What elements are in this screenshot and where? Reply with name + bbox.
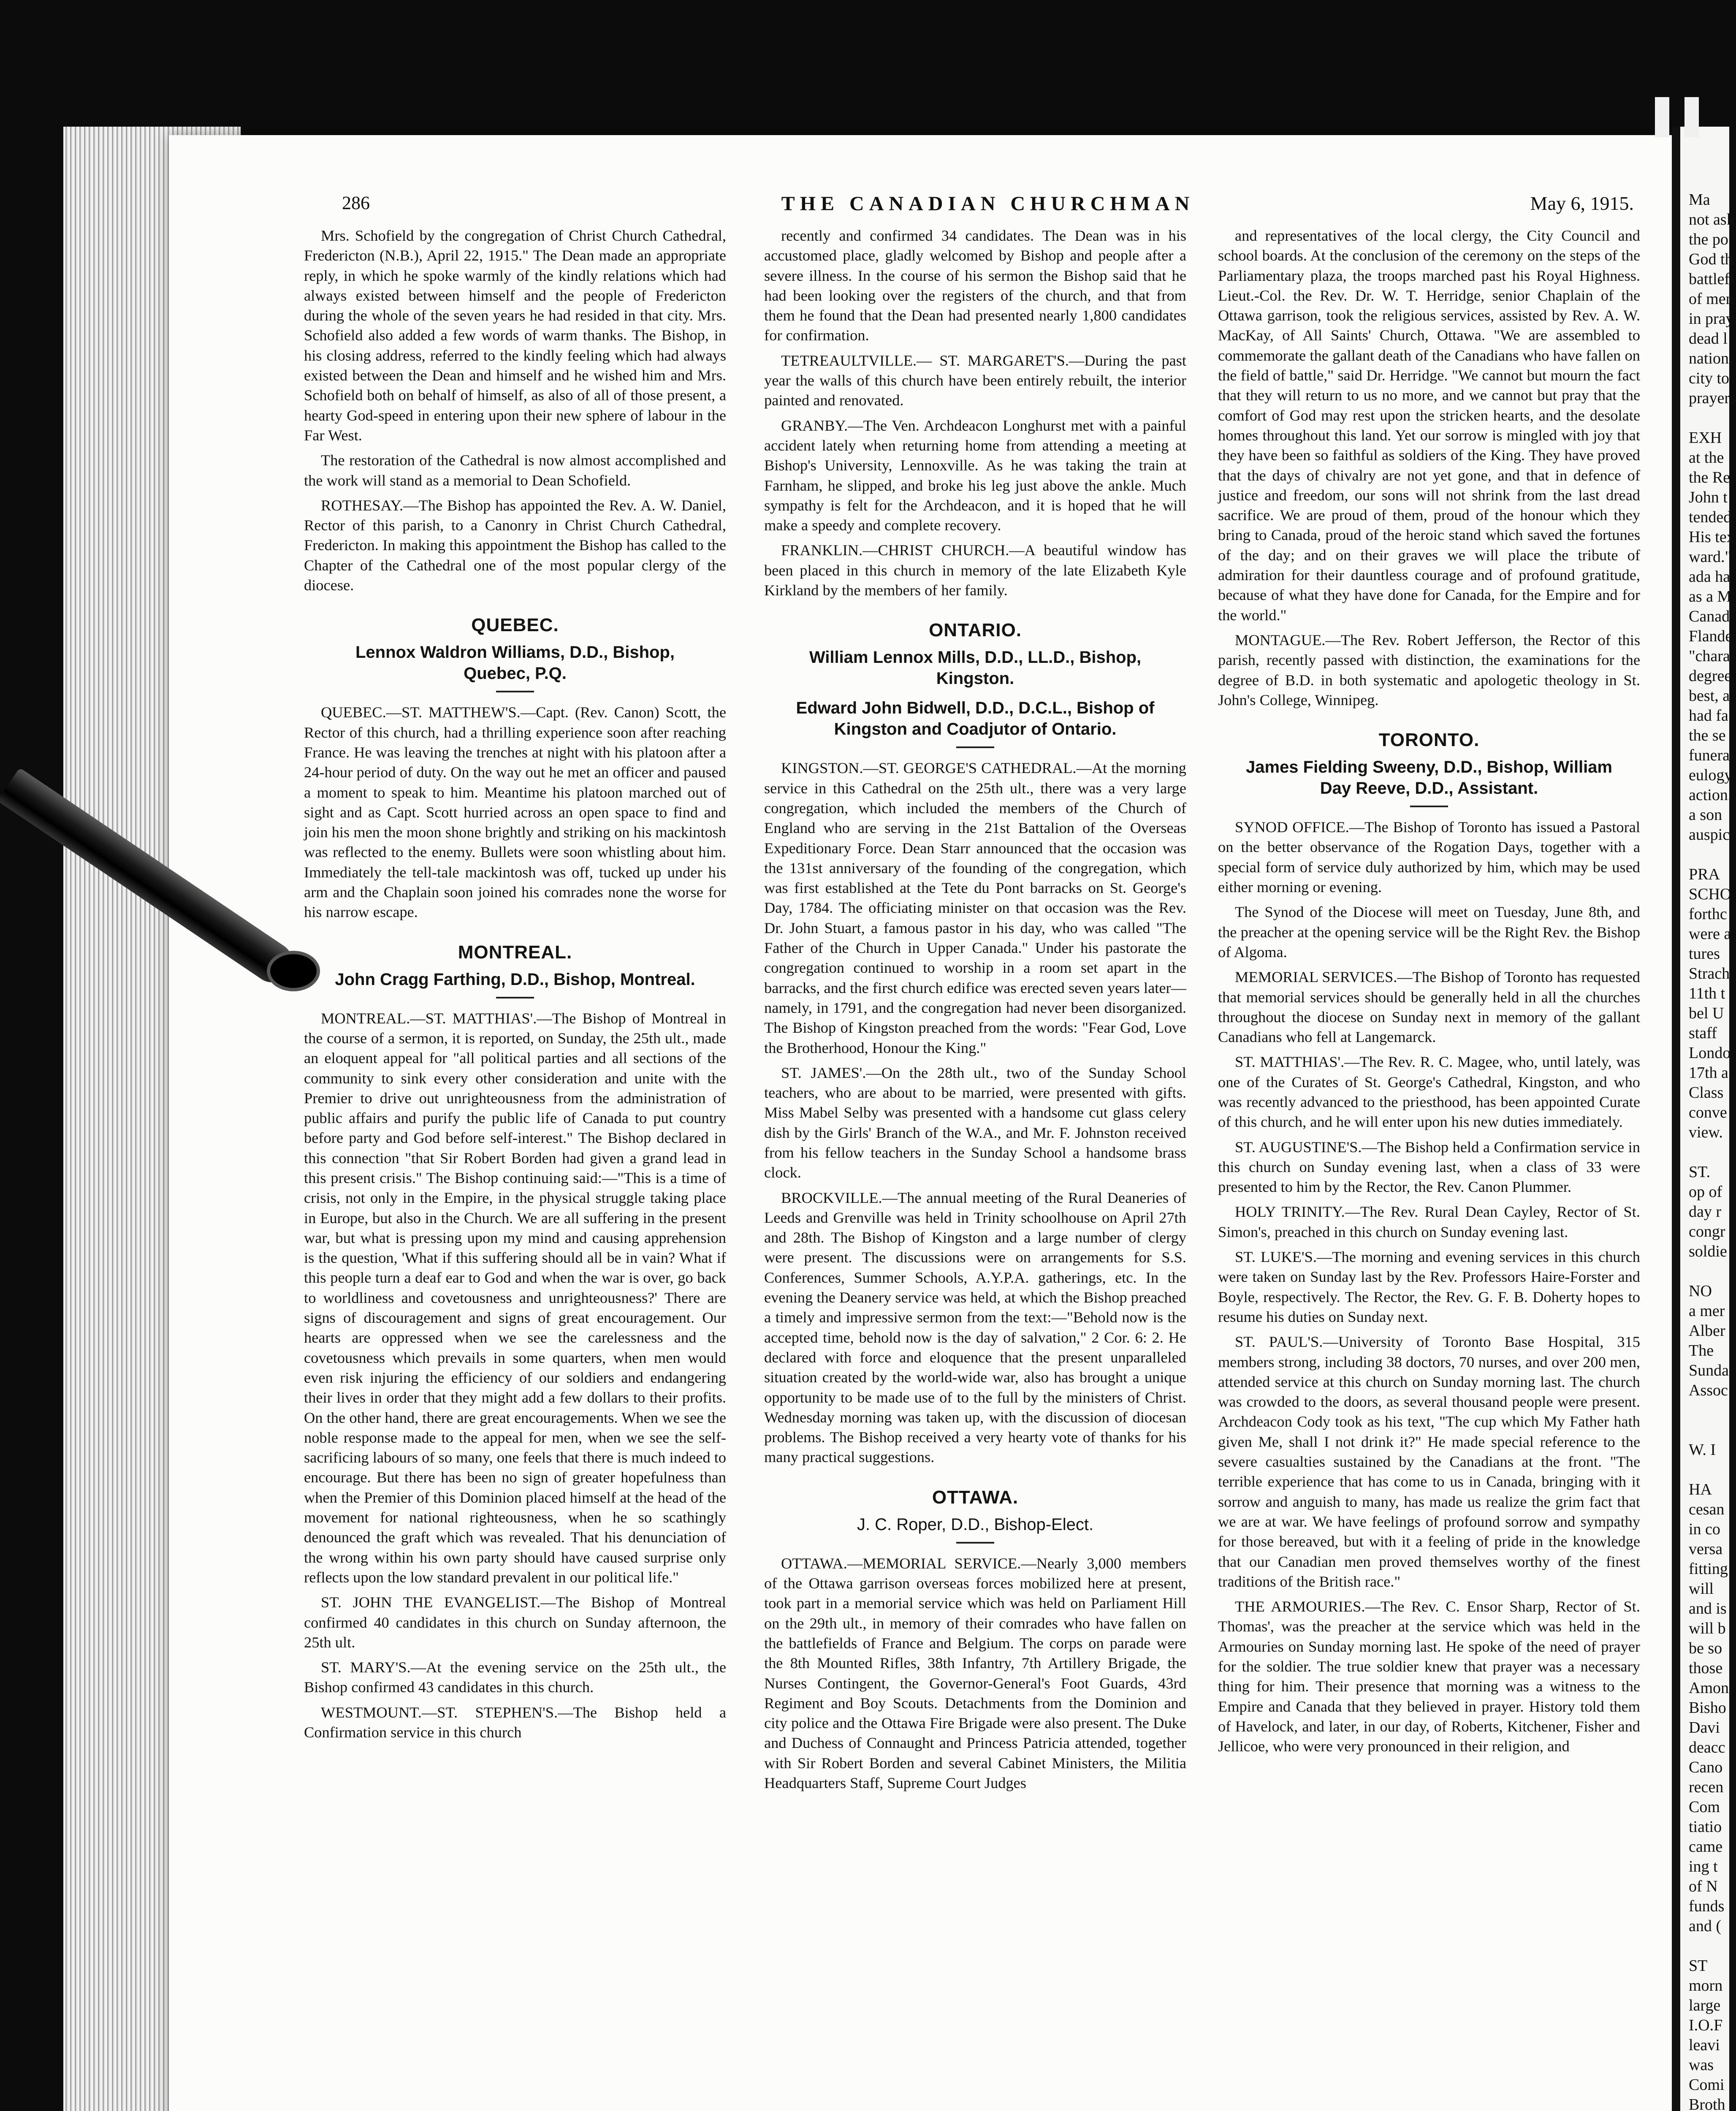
next-page-fragment: HA [1689, 1481, 1712, 1498]
next-page-fragment: in co [1689, 1520, 1720, 1538]
gutter [1672, 127, 1680, 2111]
next-page-fragment: versa [1689, 1540, 1723, 1558]
diocese-heading: QUEBEC. [471, 615, 559, 636]
diocese-heading: TORONTO. [1378, 730, 1480, 751]
column-1 [304, 226, 726, 1747]
next-page-fragment: Cano [1689, 1758, 1723, 1776]
next-page-fragment: Com [1689, 1798, 1720, 1816]
article-paragraph: THE ARMOURIES.—The Rev. C. Ensor Sharp, Rector of St. Thomas', was the preacher at the service which was held in the Armouries on Sunday morning last. He spoke of the need of prayer for the soldier. The true soldier knew that prayer was a necessary thing for him. Their presence that morning was a witness to the Empire and Canada that they believed in prayer. History told them of Havelock, and later, in our day, of Roberts, Kitchener, Fisher and Jellicoe, who were very pronounced in their religion, and [1218, 1598, 1640, 1755]
next-page-fragment: battlefi [1689, 270, 1734, 288]
next-page-fragment: auspic [1689, 826, 1730, 844]
article-paragraph: FRANKLIN.—CHRIST CHURCH.—A beautiful window has been placed in this church in memory of the late Elizabeth Kyle Kirkland by the members of her family. [764, 542, 1186, 599]
next-page-fragment: SCHO [1689, 885, 1732, 903]
bishop-line: Edward John Bidwell, D.D., D.C.L., Bishop of Kingston and Coadjutor of Ontario. [796, 699, 1155, 739]
article-paragraph: MEMORIAL SERVICES.—The Bishop of Toronto has requested that memorial services should be generally held in all the churches throughout the diocese on Sunday next in memory of the gallant Canadians who fell at Langemarck. [1218, 969, 1640, 1046]
article-paragraph: OTTAWA.—MEMORIAL SERVICE.—Nearly 3,000 members of the Ottawa garrison overseas forces mobilized here at present, took part in a memorial service which was held on Parliament Hill on the 29th ult., in memory of their comrades who have fallen on the battlefields of France and Belgium. The corps on parade were the 8th Mounted Rifles, 38th Infantry, 7th Artillery Brigade, the Nurses Contingent, the Governor-General's Foot Guards, 43rd Regiment and Boy Scouts. Detachments from the Dominion and city police and the Ottawa Fire Brigade were also present. The Duke and Duchess of Connaught and Princess Patricia attended, together with Sir Robert Borden and several Cabinet Ministers, the Militia Headquarters Staff, Supreme Court Judges [764, 1555, 1186, 1791]
next-page-fragment: the se [1689, 727, 1726, 744]
scanner-mark [1684, 97, 1699, 137]
next-page-fragment: was [1689, 2056, 1714, 2074]
next-page-fragment: cesan [1689, 1500, 1725, 1518]
next-page-fragment: view. [1689, 1123, 1723, 1141]
next-page-fragment [1680, 408, 1729, 428]
next-page-fragment [1680, 845, 1729, 865]
page-number: 286 [342, 193, 370, 213]
bishop-line: J. C. Roper, D.D., Bishop-Elect. [857, 1515, 1094, 1534]
next-page-fragment: Bisho [1689, 1699, 1726, 1717]
next-page-fragment: conve [1689, 1104, 1727, 1121]
next-page-fragment: ST [1689, 1957, 1708, 1975]
next-page-fragment: Londo [1689, 1044, 1731, 1062]
next-page-fragment: nation. [1689, 350, 1733, 367]
next-page-fragment: Broth [1689, 2096, 1725, 2111]
next-page-fragment: will b [1689, 1620, 1726, 1637]
next-page-fragment: morn [1689, 1977, 1723, 1994]
next-page-fragment: city to [1689, 369, 1730, 387]
next-page-fragment: ward." [1689, 548, 1731, 566]
article-paragraph: Mrs. Schofield by the congregation of Christ Church Cathedral, Fredericton (N.B.), April 22, 1915." The Dean made an appropriate reply, in which he spoke warmly of the kindly relations which had always existed between himself and the people of Fredericton during the whole of the seven years he had resided in that city. Mrs. Schofield also added a few words of warm thanks. The Bishop, in his closing address, referred to the kindly feeling which had always existed between the Dean and himself and he wished him and Mrs. Schofield both on behalf of himself, as also of all of those present, a hearty God-speed in entering upon their new sphere of labour in the Far West. [304, 227, 726, 444]
next-page-fragment: a son [1689, 806, 1722, 824]
next-page-fragment [1680, 1460, 1729, 1480]
article-paragraph: ST. PAUL'S.—University of Toronto Base Hospital, 315 members strong, including 38 doctors, 70 nurses, and over 200 men, attended service at this church on Sunday morning last. The church was crowded to the doors, as several thousand people were present. Archdeacon Cody took as his text, "The cup which My Father hath given Me, shall I not drink it?" He made special reference to the severe casualties sustained by the Canadians at the front. "The terrible experience that has come to us in Canada, bringing with it sorrow and anguish to many, has made us realize the grim fact that we are at war. We have feelings of profound sorrow and sympathy for those bereaved, but with it a feeling of pride in the knowledge that our Canadian men proved themselves worthy of the finest traditions of the British race." [1218, 1333, 1640, 1590]
article-paragraph: ST. MARY'S.—At the evening service on the 25th ult., the Bishop confirmed 43 candidates in this church. [304, 1659, 726, 1696]
next-page-fragment: those [1689, 1659, 1723, 1677]
next-page-fragment: Sunda [1689, 1362, 1729, 1379]
next-page-fragment: were a [1689, 925, 1731, 943]
next-page-fragment: Ma [1689, 191, 1710, 209]
next-page-fragment: Comi [1689, 2076, 1725, 2094]
next-page-fragment: eulogy [1689, 766, 1733, 784]
page-header [342, 192, 1634, 217]
next-page-fragment: and ( [1689, 1917, 1722, 1935]
next-page-fragment: at the [1689, 449, 1724, 467]
next-page-fragment: "chara [1689, 647, 1730, 665]
next-page-fragment: Alber [1689, 1322, 1725, 1340]
next-page-fragment: as a M [1689, 588, 1732, 605]
next-page-fragment: Davi [1689, 1719, 1720, 1737]
article-paragraph: ST. LUKE'S.—The morning and evening services in this church were taken on Sunday last by the Rev. Professors Haire-Forster and Boyle, respectively. The Rector, the Rev. G. F. B. Doherty hopes to resume his duties on Sunday next. [1218, 1248, 1640, 1325]
next-page-fragment: action. [1689, 786, 1732, 804]
next-page-fragment: be so [1689, 1639, 1722, 1657]
article-paragraph: WESTMOUNT.—ST. STEPHEN'S.—The Bishop held a Confirmation service in this church [304, 1704, 726, 1741]
divider [956, 746, 994, 748]
next-page-fragment: large [1689, 1997, 1721, 2014]
next-page-fragment: day r [1689, 1203, 1722, 1221]
article-paragraph: HOLY TRINITY.—The Rev. Rural Dean Cayley, Rector of St. Simon's, preached in this church on Sunday evening last. [1218, 1203, 1640, 1240]
next-page-fragment: not ask [1689, 211, 1735, 228]
next-page-fragment: prayers [1689, 389, 1736, 407]
next-page-fragment: John t [1689, 488, 1728, 506]
next-page-fragment [1680, 1400, 1729, 1420]
next-page-fragment: had fa [1689, 707, 1728, 724]
article-paragraph: ST. JOHN THE EVANGELIST.—The Bishop of Montreal confirmed 40 candidates in this church on Sunday afternoon, the 25th ult. [304, 1594, 726, 1651]
next-page-fragment: ada ha [1689, 568, 1731, 586]
next-page-fragment: I.O.F [1689, 2016, 1723, 2034]
next-page-fragment: Assoc [1689, 1381, 1728, 1399]
bishop-line: Lennox Waldron Williams, D.D., Bishop, Quebec, P.Q. [355, 643, 675, 683]
bishop-line: John Cragg Farthing, D.D., Bishop, Montreal. [335, 970, 695, 989]
next-page-fragment [1680, 1936, 1729, 1956]
article-paragraph: SYNOD OFFICE.—The Bishop of Toronto has issued a Pastoral on the better observance of the Rogation Days, together with a special form of service duly authorized by him, which may be used either morning or evening. [1218, 819, 1640, 896]
next-page-fragment: a mer [1689, 1302, 1725, 1320]
next-page-fragment: best, a [1689, 687, 1730, 705]
next-page-fragment: congr [1689, 1223, 1725, 1240]
next-page-fragment: forthc [1689, 905, 1727, 923]
next-page-fragment: NO [1689, 1282, 1712, 1300]
divider [1410, 806, 1448, 807]
issue-date: May 6, 1915. [1530, 193, 1634, 214]
article-paragraph: The restoration of the Cathedral is now almost accomplished and the work will stand as a memorial to Dean Schofield. [304, 452, 726, 489]
divider [956, 1542, 994, 1544]
article-paragraph: and representatives of the local clergy, the City Council and school boards. At the conclusion of the ceremony on the steps of the Parliamentary plaza, the troops marched past his Royal Highness. Lieut.-Col. the Rev. Dr. W. T. Herridge, senior Chaplain of the Ottawa garrison, took the religious services, assisted by Rev. A. W. MacKay, of All Saints' Church, Ottawa. "We are assembled to commemorate the gallant death of the Canadians who have fallen on the field of battle," said Dr. Herridge. "We cannot but mourn the fact that they will return to us no more, and we cannot but pray that the comfort of God may rest upon the stricken hearts, and the desolate homes throughout this land. Yet our sorrow is mingled with joy that they have been so faithful as soldiers of the King. They have proved that the days of chivalry are not yet gone, and that in defence of justice and freedom, our sons will not shrink from the last dread sacrifice. We are proud of them, proud of the honour which they bring to Canada, proud of the heroic stand which saved the fortunes of the day; and on their graves we will place the tribute of admiration for their dauntless courage and of profound gratitude, because of what they have done for Canada, for the Empire and for the world." [1218, 227, 1640, 624]
bishop-line: James Fielding Sweeny, D.D., Bishop, William Day Reeve, D.D., Assistant. [1246, 758, 1612, 798]
article-paragraph: MONTAGUE.—The Rev. Robert Jefferson, the Rector of this parish, recently passed with distinction, the examinations for the degree of B.D. in both systematic and apologetic theology in St. John's College, Winnipeg. [1218, 631, 1640, 708]
divider [496, 691, 534, 692]
next-page-fragment: funds [1689, 1897, 1725, 1915]
column-2 [764, 226, 1186, 1798]
next-page-strip [1680, 127, 1736, 2111]
next-page-fragment: tures [1689, 945, 1720, 963]
next-page-fragment: bel U [1689, 1004, 1724, 1022]
divider [496, 997, 534, 999]
next-page-fragment: tended [1689, 508, 1732, 526]
next-page-fragment: ing t [1689, 1858, 1718, 1875]
next-page-fragment: came [1689, 1838, 1723, 1856]
next-page-fragment: of N [1689, 1878, 1718, 1895]
next-page-fragment: Class [1689, 1084, 1724, 1102]
next-page-fragment: degree [1689, 667, 1732, 685]
next-page-fragment: God th [1689, 250, 1733, 268]
next-page-fragment [1680, 1420, 1729, 1440]
next-page-fragment: EXH [1689, 429, 1722, 447]
next-page-fragment: PRA [1689, 866, 1720, 883]
next-page-fragment: tiatio [1689, 1818, 1722, 1836]
next-page-fragment: and is [1689, 1600, 1727, 1617]
masthead: THE CANADIAN CHURCHMAN [781, 193, 1195, 215]
next-page-fragment: His tex [1689, 528, 1735, 546]
next-page-fragment: W. I [1689, 1441, 1716, 1459]
next-page-fragment: op of [1689, 1183, 1722, 1201]
article-paragraph: QUEBEC.—ST. MATTHEW'S.—Capt. (Rev. Canon) Scott, the Rector of this church, had a thrilling experience soon after reaching France. He was leaving the trenches at night with his platoon after a 24-hour period of duty. On the way out he met an officer and paused a moment to speak to him. Meantime his platoon marched out of sight and as Capt. Scott hurried across an open space to find and join his men the moon shone brightly and striking on his mackintosh was reflected to the enemy. Bullets were soon whistling about him. Immediately the tell-tale mackintosh was off, tucked up under his arm and the Chaplain soon joined his comrades none the worse for his narrow escape. [304, 704, 726, 921]
next-page-fragment: in pray [1689, 310, 1734, 328]
article-paragraph: ST. AUGUSTINE'S.—The Bishop held a Confirmation service in this church on Sunday evening last, when a class of 33 were presented to him by the Rector, the Rev. Canon Plummer. [1218, 1138, 1640, 1196]
diocese-heading: OTTAWA. [932, 1487, 1019, 1508]
next-page-fragment: 11th t [1689, 985, 1725, 1002]
article-paragraph: TETREAULTVILLE.— ST. MARGARET'S.—During the past year the walls of this church have been entirely rebuilt, the interior painted and renovated. [764, 352, 1186, 409]
article-paragraph: ST. MATTHIAS'.—The Rev. R. C. Magee, who, until lately, was one of the Curates of St. George's Cathedral, Kingston, and who was recently advanced to the priesthood, has been appointed Curate of this church, and he will enter upon his new duties immediately. [1218, 1053, 1640, 1131]
bishop-line: William Lennox Mills, D.D., LL.D., Bishop, Kingston. [809, 648, 1142, 688]
next-page-fragment: funera [1689, 746, 1730, 764]
next-page-fragment: the po [1689, 231, 1728, 248]
article-paragraph: GRANBY.—The Ven. Archdeacon Longhurst met with a painful accident lately when returning home from attending a meeting at Bishop's University, Lennoxville. As he was taking the train at Farnham, he slipped, and broke his leg just above the ankle. Much sympathy is felt for the Archdeacon, and it is hoped that he will make a speedy and complete recovery. [764, 417, 1186, 534]
diocese-heading: ONTARIO. [929, 620, 1022, 641]
next-page-fragment: Strach [1689, 965, 1730, 982]
next-page-fragment: recen [1689, 1778, 1724, 1796]
next-page-fragment: leavi [1689, 2036, 1720, 2054]
next-page-fragment: dead l [1689, 330, 1728, 347]
article-paragraph: BROCKVILLE.—The annual meeting of the Rural Deaneries of Leeds and Grenville was held in Trinity schoolhouse on April 27th and 28th. The Bishop of Kingston and a large number of clergy were present. The discussions were on arrangements for S.S. Conferences, Summer Schools, A.Y.P.A. gatherings, etc. In the evening the Deanery service was held, at which the Bishop preached a timely and impressive sermon from the text:—"Behold now is the accepted time, behold now is the day of salvation," 2 Cor. 6: 2. He declared with force and eloquence that the present unparalleled situation created by the world-wide war, also has brought a unique opportunity to be made use of to the full by the ministers of Christ. Wednesday morning was taken up, with the discussion of diocesan problems. The Bishop received a very hearty vote of thanks for his many practical suggestions. [764, 1189, 1186, 1466]
scanner-mark [1655, 97, 1669, 137]
next-page-fragment: soldie [1689, 1243, 1727, 1260]
next-page-fragment: Flande [1689, 627, 1733, 645]
next-page-fragment: Canad [1689, 608, 1730, 625]
next-page-fragment: the Re [1689, 469, 1731, 486]
article-paragraph: The Synod of the Diocese will meet on Tuesday, June 8th, and the preacher at the opening service will be the Right Rev. the Bishop of Algoma. [1218, 904, 1640, 961]
next-page-fragment: ST. [1689, 1163, 1711, 1181]
next-page-fragment: 17th a [1689, 1064, 1728, 1082]
diocese-heading: MONTREAL. [458, 942, 572, 963]
next-page-fragment: deacc [1689, 1739, 1725, 1756]
column-3 [1218, 226, 1640, 1761]
next-page-fragment: Amon [1689, 1679, 1729, 1697]
next-page-fragment: staff [1689, 1024, 1717, 1042]
article-paragraph: recently and confirmed 34 candidates. The Dean was in his accustomed place, gladly welcomed by Bishop and people after a severe illness. In the course of his sermon the Bishop said that he had been looking over the registers of the church, and that from them he found that the Dean had presented nearly 1,800 candidates for confirmation. [764, 227, 1186, 344]
next-page-fragment: will [1689, 1580, 1714, 1598]
next-page-fragment: The [1689, 1342, 1714, 1359]
article-paragraph: KINGSTON.—ST. GEORGE'S CATHEDRAL.—At the morning service in this Cathedral on the 25th ult., there was a very large congregation, which included the members of the Church of England who are serving in the 21st Battalion of the Overseas Expeditionary Force. Dean Starr announced that the occasion was the 131st anniversary of the founding of the congregation, which was first established at the Tete du Pont barracks on St. George's Day, 1784. The officiating minister on that occasion was the Rev. Dr. John Stuart, a famous pastor in his day, who was called "The Father of the Church in Upper Canada." Under his pastorate the congregation continued to worship in a room set apart in the barracks, and the first church edifice was erected seven years later—namely, in 1791, and the congregation had never been disorganized. The Bishop of Kingston preached from the words: "Fear God, Love the Brotherhood, Honour the King." [764, 760, 1186, 1056]
next-page-fragment [1680, 1262, 1729, 1281]
article-paragraph: MONTREAL.—ST. MATTHIAS'.—The Bishop of Montreal in the course of a sermon, it is reported, on Sunday, the 25th ult., made an eloquent appeal for "all political parties and all sections of the community to sink every other consideration and unite with the Premier to drive out unrighteousness from the administration of public affairs and purify the public life of Canada to put country before party and God before self-interest." The Bishop declared in this connection "that Sir Robert Borden had given a grand lead in this present crisis." The Bishop continuing said:—"This is a time of crisis, not only in the Empire, in the physical struggle taking place in Europe, but also in the Church. We are all suffering in the present war, but what is pressing upon my mind and causing apprehension is the question, 'What if this suffering should all be in vain? What if this people turn a deaf ear to God and when the war is over, go back to worldliness and covetousness and unrighteousness?' There are signs of discouragement and signs of great encouragement. Our hearts are oppressed when we see the carelessness and the covetousness which prevails in some quarters, when men would even risk injuring the efficiency of our soldiers and endangering their lives in order that they might add a few dollars to their profits. On the other hand, there are great encouragements. When we see the noble response made to the appeal for men, when we see the self-sacrificing labours of so many, one feels that there is much indeed to encourage. But there has been no sign of greater hopefulness than when the Premier of this Dominion placed himself at the head of the movement for national righteousness, when he so scathingly denounced the graft which was revealed. That his denunciation of the wrong within his own party should have caused surprise only reflects upon the low standard prevalent in our political life." [304, 1009, 726, 1586]
next-page-fragment [1680, 1142, 1729, 1162]
article-paragraph: ROTHESAY.—The Bishop has appointed the Rev. A. W. Daniel, Rector of this parish, to a Canonry in Christ Church Cathedral, Fredericton. In making this appointment the Bishop has called to the Chapter of the Cathedral one of the most popular clergy of the diocese. [304, 497, 726, 594]
article-paragraph: ST. JAMES'.—On the 28th ult., two of the Sunday School teachers, who are about to be married, were presented with gifts. Miss Mabel Selby was presented with a handsome cut glass celery dish by the Girls' Branch of the W.A., and Mr. F. Johnston received from his fellow teachers in the Sunday School a handsome brass clock. [764, 1064, 1186, 1181]
next-page-fragment: fitting [1689, 1560, 1728, 1578]
next-page-fragment: of men [1689, 290, 1734, 308]
